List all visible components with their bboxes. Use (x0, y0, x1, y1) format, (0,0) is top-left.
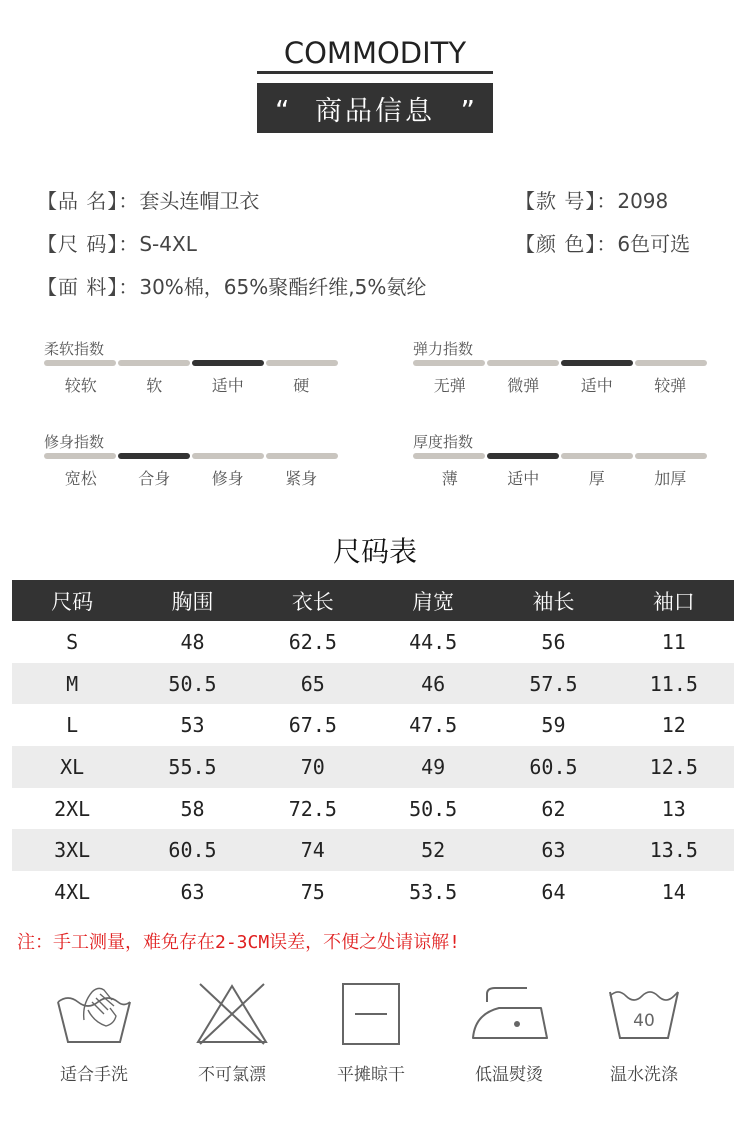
care-label: 不可氯漂 (198, 1065, 266, 1085)
page-title: 商品信息 (315, 95, 435, 127)
table-cell: 13.5 (614, 829, 734, 871)
table-cell: 63 (180, 879, 205, 904)
scale-segment (192, 360, 264, 366)
table-cell: 46 (373, 663, 493, 705)
scale-segment (561, 453, 633, 459)
care-label: 适合手洗 (60, 1065, 128, 1085)
scale-labels (413, 373, 707, 396)
info-size-value: S-4XL (139, 232, 197, 256)
scale-option: 硬 (293, 376, 310, 395)
size-table (12, 580, 734, 913)
scale-option: 软 (146, 376, 163, 395)
info-color (515, 228, 690, 257)
table-cell: 53 (180, 713, 205, 738)
scale-option: 薄 (441, 469, 458, 488)
column-header: 肩宽 (373, 580, 493, 621)
scale-segment (118, 453, 190, 459)
info-fabric (37, 271, 426, 300)
scale-bars (413, 360, 707, 366)
open-quote: “ (275, 94, 290, 127)
scale-option: 宽松 (64, 469, 97, 488)
scale-title: 厚度指数 (413, 433, 474, 451)
table-row (12, 788, 734, 830)
commodity-heading: COMMODITY (283, 36, 467, 70)
measurement-note: 注：手工测量，难免存在2-3CM误差，不便之处请谅解! (17, 932, 461, 953)
column-header: 袖口 (614, 580, 734, 621)
info-color-label: 【颜 色】： (515, 232, 618, 256)
table-cell: 52 (373, 829, 493, 871)
softness-scale (44, 338, 338, 396)
scale-segment (561, 360, 633, 366)
care-item-warm-wash (584, 980, 704, 1085)
flat-dry-icon (331, 980, 411, 1046)
table-cell: 11 (661, 629, 686, 654)
scale-segment (44, 453, 116, 459)
info-code-label: 【款 号】： (515, 189, 618, 213)
scale-title: 柔软指数 (44, 340, 105, 358)
table-row (12, 621, 734, 663)
scale-segment (413, 360, 485, 366)
scale-option: 紧身 (285, 469, 318, 488)
close-quote: ” (460, 94, 475, 127)
info-code (515, 185, 668, 214)
table-cell: 62.5 (288, 629, 337, 654)
table-cell: 67.5 (288, 713, 337, 738)
column-header: 衣长 (253, 580, 373, 621)
table-row (12, 663, 734, 705)
info-name-value: 套头连帽卫衣 (139, 189, 260, 213)
thickness-scale (413, 431, 707, 489)
no-bleach-icon (192, 980, 272, 1046)
table-cell: 70 (253, 746, 373, 788)
hand-wash-icon (54, 980, 134, 1046)
scale-option: 适中 (507, 469, 540, 488)
table-cell: 47.5 (409, 713, 458, 738)
table-cell: 60.5 (132, 829, 252, 871)
table-cell: 56 (541, 629, 566, 654)
scale-segment (413, 453, 485, 459)
info-code-value: 2098 (617, 189, 669, 213)
care-item-hand-wash (34, 980, 154, 1085)
scale-bars (44, 360, 338, 366)
scale-labels (44, 373, 338, 396)
scale-labels (44, 466, 338, 489)
table-cell: 57.5 (493, 663, 613, 705)
table-cell: 64 (541, 879, 566, 904)
scale-labels (413, 466, 707, 489)
info-name-label: 【品 名】： (37, 189, 140, 213)
info-fabric-value: 30%棉，65%聚酯纤维,5%氨纶 (139, 275, 427, 299)
scale-option: 修身 (211, 469, 244, 488)
scale-option: 较软 (64, 376, 97, 395)
scale-option: 加厚 (654, 469, 687, 488)
table-cell: M (12, 663, 132, 705)
scale-title: 弹力指数 (413, 340, 474, 358)
wash-temperature: 40 (633, 1011, 655, 1031)
table-cell: 2XL (54, 796, 91, 821)
scale-title: 修身指数 (44, 433, 105, 451)
info-size (37, 228, 197, 257)
scale-option: 无弹 (433, 376, 466, 395)
warm-wash-icon (604, 980, 684, 1046)
scale-option: 适中 (211, 376, 244, 395)
table-cell: 75 (300, 879, 325, 904)
column-header: 尺码 (12, 580, 132, 621)
scale-segment (192, 453, 264, 459)
scale-segment (635, 453, 707, 459)
table-cell: 49 (373, 746, 493, 788)
table-cell: 4XL (54, 879, 91, 904)
scale-option: 适中 (580, 376, 613, 395)
elasticity-scale (413, 338, 707, 396)
table-cell: 53.5 (409, 879, 458, 904)
care-label: 温水洗涤 (610, 1065, 678, 1085)
table-row (12, 871, 734, 913)
scale-option: 微弹 (507, 376, 540, 395)
scale-option: 厚 (588, 469, 605, 488)
care-label: 低温熨烫 (475, 1065, 543, 1085)
scale-segment (487, 360, 559, 366)
scale-segment (44, 360, 116, 366)
scale-segment (118, 360, 190, 366)
table-cell: 65 (253, 663, 373, 705)
table-cell: 55.5 (132, 746, 252, 788)
table-cell: 60.5 (493, 746, 613, 788)
size-chart-title: 尺码表 (332, 535, 417, 568)
table-cell: L (66, 713, 79, 738)
table-cell: XL (12, 746, 132, 788)
scale-option: 较弹 (654, 376, 687, 395)
scale-segment (635, 360, 707, 366)
scale-segment (266, 453, 338, 459)
table-cell: S (66, 629, 79, 654)
low-iron-icon (469, 980, 549, 1046)
scale-bars (44, 453, 338, 459)
scale-option: 合身 (138, 469, 171, 488)
table-cell: 14 (661, 879, 686, 904)
care-item-no-bleach (172, 980, 292, 1085)
table-cell: 48 (180, 629, 205, 654)
heading-underline (257, 71, 493, 74)
table-cell: 50.5 (409, 796, 458, 821)
table-cell: 63 (493, 829, 613, 871)
scale-segment (266, 360, 338, 366)
column-header: 袖长 (493, 580, 613, 621)
table-row (12, 829, 734, 871)
table-header-row (12, 580, 734, 621)
scale-segment (487, 453, 559, 459)
table-cell: 11.5 (614, 663, 734, 705)
table-cell: 50.5 (132, 663, 252, 705)
table-cell: 72.5 (288, 796, 337, 821)
column-header: 胸围 (132, 580, 252, 621)
care-item-flat-dry (311, 980, 431, 1085)
fit-scale (44, 431, 338, 489)
info-name (37, 185, 259, 214)
care-label: 平摊晾干 (337, 1065, 405, 1085)
table-cell: 13 (661, 796, 686, 821)
table-cell: 12 (661, 713, 686, 738)
title-banner (257, 83, 493, 133)
info-color-value: 6色可选 (617, 232, 691, 256)
table-cell: 74 (253, 829, 373, 871)
table-cell: 12.5 (614, 746, 734, 788)
info-size-label: 【尺 码】： (37, 232, 140, 256)
table-cell: 44.5 (409, 629, 458, 654)
care-item-low-iron (449, 980, 569, 1085)
scale-bars (413, 453, 707, 459)
table-cell: 3XL (12, 829, 132, 871)
table-row (12, 746, 734, 788)
table-cell: 58 (180, 796, 205, 821)
table-row (12, 704, 734, 746)
info-fabric-label: 【面 料】： (37, 275, 140, 299)
table-cell: 59 (541, 713, 566, 738)
table-cell: 62 (541, 796, 566, 821)
